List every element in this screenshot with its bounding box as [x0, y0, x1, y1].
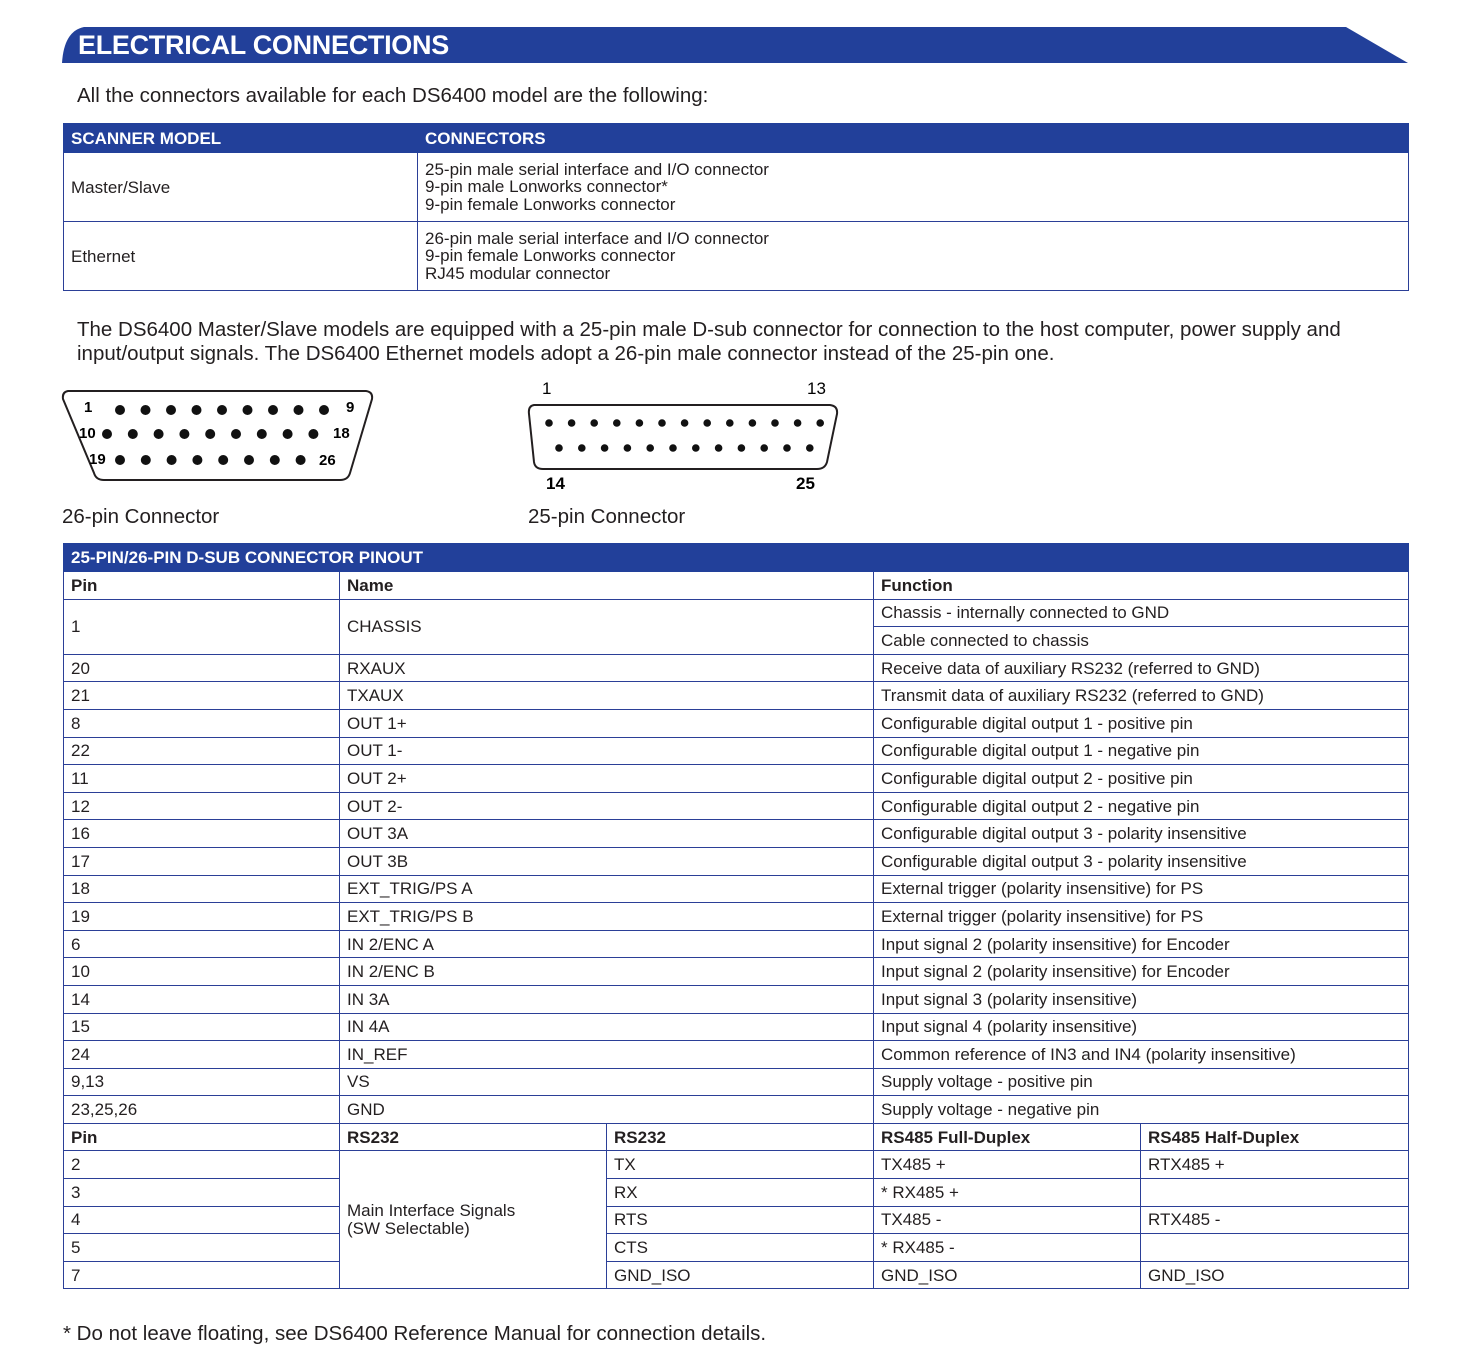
pin-cell: 7	[64, 1261, 340, 1289]
intro-text: All the connectors available for each DS6400 model are the following:	[77, 84, 709, 107]
header-function: Function	[874, 572, 1409, 600]
pin-dot	[319, 405, 329, 415]
pinout-table	[63, 543, 1409, 1289]
pin-cell: 8	[64, 709, 340, 737]
pin-dot	[760, 444, 768, 452]
header-pin: Pin	[64, 572, 340, 600]
pin-dot	[816, 419, 824, 427]
pin-cell: 24	[64, 1041, 340, 1069]
name-cell: IN 2/ENC B	[340, 958, 874, 986]
pin-dot	[166, 405, 176, 415]
pin-cell: 6	[64, 930, 340, 958]
pin-label: 25	[796, 474, 815, 493]
pin-dot	[692, 444, 700, 452]
serial-group-line: Main Interface Signals	[347, 1201, 516, 1221]
rs485-full-cell: * RX485 +	[874, 1179, 1141, 1207]
connector-25-outline	[529, 405, 837, 469]
name-cell: CHASSIS	[340, 599, 874, 654]
pin-label: 1	[84, 399, 93, 416]
pin-dot	[806, 444, 814, 452]
table-row	[64, 599, 1409, 627]
table-row	[64, 709, 1409, 737]
pin-label: 13	[807, 379, 826, 398]
pin-dot	[257, 429, 267, 439]
pin-cell: 22	[64, 737, 340, 765]
pin-label: 10	[79, 425, 96, 442]
connector-26-caption: 26-pin Connector	[62, 505, 220, 528]
name-cell: OUT 3A	[340, 820, 874, 848]
pin-dot	[205, 429, 215, 439]
rs232-cell: GND_ISO	[607, 1261, 874, 1289]
serial-header-rs232: RS232	[607, 1123, 874, 1151]
pin-cell: 10	[64, 958, 340, 986]
pin-cell: 18	[64, 875, 340, 903]
pin-dot	[749, 419, 757, 427]
pin-dot	[783, 444, 791, 452]
pin-dot	[568, 419, 576, 427]
table-row	[64, 958, 1409, 986]
connector-25-diagram	[520, 372, 850, 497]
connector-list	[418, 153, 1409, 222]
pin-dot	[646, 444, 654, 452]
name-cell: IN 2/ENC A	[340, 930, 874, 958]
connector-26-diagram	[60, 385, 380, 485]
models-table	[63, 123, 1409, 291]
pin-cell: 14	[64, 985, 340, 1013]
rs232-cell: RTS	[607, 1206, 874, 1234]
name-cell: IN 4A	[340, 1013, 874, 1041]
pin-dot	[270, 455, 280, 465]
pin-label: 14	[546, 474, 565, 493]
name-cell: IN_REF	[340, 1041, 874, 1069]
serial-header-row	[64, 1123, 1409, 1151]
function-cell: Input signal 4 (polarity insensitive)	[874, 1013, 1409, 1041]
pin-dot	[703, 419, 711, 427]
pin-dot	[613, 419, 621, 427]
pin-dot	[308, 429, 318, 439]
connector-item: 9-pin female Lonworks connector	[425, 194, 676, 214]
table-row	[64, 737, 1409, 765]
pin-cell: 5	[64, 1234, 340, 1262]
pin-cell: 15	[64, 1013, 340, 1041]
function-cell: Input signal 2 (polarity insensitive) for Encoder	[874, 958, 1409, 986]
pin-dot	[590, 419, 598, 427]
rs232-cell: TX	[607, 1151, 874, 1179]
models-header-row	[64, 124, 1409, 153]
pin-dot	[244, 455, 254, 465]
table-row	[64, 153, 1409, 222]
connector-list	[418, 222, 1409, 291]
pin-label: 19	[89, 451, 106, 468]
name-cell: RXAUX	[340, 654, 874, 682]
header-name: Name	[340, 572, 874, 600]
table-row	[64, 930, 1409, 958]
pin-cell: 3	[64, 1179, 340, 1207]
pin-dot	[555, 444, 563, 452]
function-cell: Configurable digital output 1 - negative pin	[874, 737, 1409, 765]
rs485-full-cell: GND_ISO	[874, 1261, 1141, 1289]
function-cell: Configurable digital output 2 - negative pin	[874, 792, 1409, 820]
serial-header-rs485-full: RS485 Full-Duplex	[874, 1123, 1141, 1151]
table-row	[64, 1068, 1409, 1096]
header-scanner-model: SCANNER MODEL	[64, 124, 418, 153]
serial-header-rs232-group: RS232	[340, 1123, 607, 1151]
name-cell: EXT_TRIG/PS B	[340, 903, 874, 931]
connector-item: 9-pin male Lonworks connector*	[425, 177, 668, 197]
rs485-full-cell: TX485 -	[874, 1206, 1141, 1234]
function-cell: Cable connected to chassis	[874, 627, 1409, 655]
table-row	[64, 1206, 1409, 1234]
function-cell: Configurable digital output 1 - positive pin	[874, 709, 1409, 737]
name-cell: OUT 3B	[340, 847, 874, 875]
table-row	[64, 1179, 1409, 1207]
function-cell: Chassis - internally connected to GND	[874, 599, 1409, 627]
serial-group-line: (SW Selectable)	[347, 1218, 470, 1238]
table-row	[64, 765, 1409, 793]
pinout-header-row	[64, 572, 1409, 600]
pin-cell: 16	[64, 820, 340, 848]
pin-cell: 17	[64, 847, 340, 875]
name-cell: OUT 1-	[340, 737, 874, 765]
pin-cell: 11	[64, 765, 340, 793]
pin-dot	[115, 405, 125, 415]
table-row	[64, 847, 1409, 875]
pin-dot	[681, 419, 689, 427]
pin-dot	[141, 405, 151, 415]
pin-dot	[715, 444, 723, 452]
function-cell: Configurable digital output 3 - polarity insensitive	[874, 820, 1409, 848]
pin-dot	[545, 419, 553, 427]
pinout-title-row	[64, 544, 1409, 572]
table-row	[64, 1013, 1409, 1041]
pin-cell: 12	[64, 792, 340, 820]
pin-cell: 1	[64, 599, 340, 654]
function-cell: Configurable digital output 3 - polarity insensitive	[874, 847, 1409, 875]
section-banner	[62, 27, 1408, 63]
table-row	[64, 820, 1409, 848]
function-cell: Input signal 2 (polarity insensitive) for Encoder	[874, 930, 1409, 958]
rs485-half-cell: RTX485 +	[1141, 1151, 1409, 1179]
connector-25-pins	[545, 419, 824, 452]
pin-dot	[578, 444, 586, 452]
table-row	[64, 985, 1409, 1013]
pin-cell: 23,25,26	[64, 1096, 340, 1124]
pin-cell: 2	[64, 1151, 340, 1179]
pin-label: 18	[333, 425, 350, 442]
function-cell: Transmit data of auxiliary RS232 (referred to GND)	[874, 682, 1409, 710]
connector-item: 9-pin female Lonworks connector	[425, 246, 676, 266]
table-row	[64, 875, 1409, 903]
pin-cell: 19	[64, 903, 340, 931]
pin-dot	[283, 429, 293, 439]
model-name: Master/Slave	[64, 153, 418, 222]
pin-dot	[217, 405, 227, 415]
function-cell: Common reference of IN3 and IN4 (polarity insensitive)	[874, 1041, 1409, 1069]
pin-dot	[102, 429, 112, 439]
connector-25-caption: 25-pin Connector	[528, 505, 686, 528]
pin-dot	[115, 455, 125, 465]
connector-item: 26-pin male serial interface and I/O connector	[425, 228, 769, 248]
pin-dot	[141, 455, 151, 465]
section-title: ELECTRICAL CONNECTIONS	[78, 30, 449, 60]
table-row	[64, 1096, 1409, 1124]
pin-cell: 20	[64, 654, 340, 682]
pinout-title: 25-PIN/26-PIN D-SUB CONNECTOR PINOUT	[64, 544, 1409, 572]
pin-dot	[726, 419, 734, 427]
table-row	[64, 222, 1409, 291]
table-row	[64, 682, 1409, 710]
pin-dot	[192, 405, 202, 415]
pin-dot	[128, 429, 138, 439]
table-row	[64, 1151, 1409, 1179]
connector-item: RJ45 modular connector	[425, 263, 611, 283]
pin-dot	[658, 419, 666, 427]
table-row	[64, 1234, 1409, 1262]
name-cell: GND	[340, 1096, 874, 1124]
pin-rows	[64, 654, 1409, 1123]
connector-item: 25-pin male serial interface and I/O connector	[425, 159, 769, 179]
pin-cell: 9,13	[64, 1068, 340, 1096]
pin-label: 26	[319, 452, 336, 469]
name-cell: OUT 2-	[340, 792, 874, 820]
name-cell: OUT 2+	[340, 765, 874, 793]
pin-dot	[154, 429, 164, 439]
name-cell: OUT 1+	[340, 709, 874, 737]
pin-dot	[738, 444, 746, 452]
header-connectors: CONNECTORS	[418, 124, 1409, 153]
table-row	[64, 654, 1409, 682]
pin-dot	[636, 419, 644, 427]
serial-group-label	[340, 1151, 607, 1289]
pin-dot	[296, 455, 306, 465]
function-cell: Configurable digital output 2 - positive pin	[874, 765, 1409, 793]
function-cell: Receive data of auxiliary RS232 (referred to GND)	[874, 654, 1409, 682]
rs485-half-cell: RTX485 -	[1141, 1206, 1409, 1234]
rs232-cell: CTS	[607, 1234, 874, 1262]
function-cell: External trigger (polarity insensitive) for PS	[874, 875, 1409, 903]
pin-dot	[669, 444, 677, 452]
pin-dot	[243, 405, 253, 415]
table-row	[64, 1041, 1409, 1069]
pin-cell: 21	[64, 682, 340, 710]
pin-cell: 4	[64, 1206, 340, 1234]
footnote: * Do not leave floating, see DS6400 Reference Manual for connection details.	[63, 1322, 767, 1345]
function-cell: Supply voltage - negative pin	[874, 1096, 1409, 1124]
function-cell: External trigger (polarity insensitive) for PS	[874, 903, 1409, 931]
connector-26-pins	[102, 405, 329, 465]
pin-dot	[268, 405, 278, 415]
rs485-full-cell: TX485 +	[874, 1151, 1141, 1179]
pin-dot	[179, 429, 189, 439]
pin-dot	[771, 419, 779, 427]
table-row	[64, 1261, 1409, 1289]
name-cell: IN 3A	[340, 985, 874, 1013]
rs485-half-cell	[1141, 1179, 1409, 1207]
pin-dot	[601, 444, 609, 452]
description-paragraph: The DS6400 Master/Slave models are equipped with a 25-pin male D-sub connector for connection to the host computer, power supply and input/output signals. The DS6400 Ethernet models adopt a 26-pin male connector instead of the 25-pin one.	[77, 318, 1341, 365]
serial-header-rs485-half: RS485 Half-Duplex	[1141, 1123, 1409, 1151]
name-cell: EXT_TRIG/PS A	[340, 875, 874, 903]
function-cell: Supply voltage - positive pin	[874, 1068, 1409, 1096]
model-name: Ethernet	[64, 222, 418, 291]
function-cell: Input signal 3 (polarity insensitive)	[874, 985, 1409, 1013]
serial-header-pin: Pin	[64, 1123, 340, 1151]
rs485-half-cell	[1141, 1234, 1409, 1262]
pin-label: 1	[542, 379, 552, 398]
pin-dot	[794, 419, 802, 427]
pin-dot	[231, 429, 241, 439]
pin-dot	[192, 455, 202, 465]
rs485-full-cell: * RX485 -	[874, 1234, 1141, 1262]
pin-dot	[167, 455, 177, 465]
table-row	[64, 792, 1409, 820]
pin-dot	[218, 455, 228, 465]
pin-dot	[624, 444, 632, 452]
name-cell: VS	[340, 1068, 874, 1096]
name-cell: TXAUX	[340, 682, 874, 710]
pin-label: 9	[346, 399, 355, 416]
pin-dot	[294, 405, 304, 415]
rs232-cell: RX	[607, 1179, 874, 1207]
rs485-half-cell: GND_ISO	[1141, 1261, 1409, 1289]
table-row	[64, 903, 1409, 931]
